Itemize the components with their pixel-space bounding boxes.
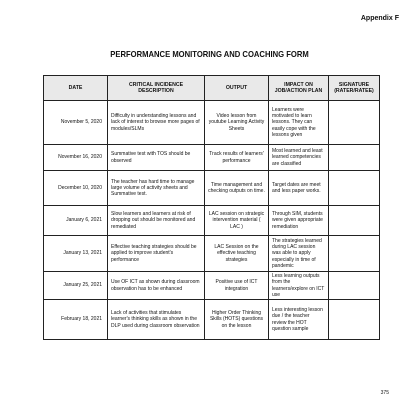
impact-cell: The strategies learned during LAC session was able to apply especially in time of pandemic <box>269 236 329 272</box>
date-cell: December 10, 2020 <box>44 171 108 206</box>
output-cell: Higher Order Thinking Skills (HOTS) questions on the lesson <box>205 300 269 340</box>
signature-cell <box>329 300 380 340</box>
critical-incidence-cell: Lack of activities that stimulates learner's thinking skills as shown in the DLP used during classroom observation <box>108 300 205 340</box>
signature-cell <box>329 101 380 145</box>
header-output: OUTPUT <box>205 76 269 101</box>
date-cell: November 5, 2020 <box>44 101 108 145</box>
output-cell: Positive use of ICT integration <box>205 272 269 300</box>
output-cell: LAC Session on the effective teaching strategies <box>205 236 269 272</box>
impact-cell: Most learned and least learned competencies are classified <box>269 145 329 171</box>
table-row <box>44 206 380 236</box>
header-signature: SIGNATURE (RATER/RATEE) <box>329 76 380 101</box>
signature-cell <box>329 236 380 272</box>
header-impact: IMPACT ON JOB/ACTION PLAN <box>269 76 329 101</box>
impact-cell: Target dates are meet and less paper works. <box>269 171 329 206</box>
form-title: PERFORMANCE MONITORING AND COACHING FORM <box>110 49 309 59</box>
table-row <box>44 145 380 171</box>
signature-cell <box>329 206 380 236</box>
table-row <box>44 236 380 272</box>
critical-incidence-cell: The teacher has hard time to manage large volume of activity sheets and Summative test. <box>108 171 205 206</box>
critical-incidence-cell: Slow learners and learners at risk of dropping out should be monitored and remediated <box>108 206 205 236</box>
performance-monitoring-table <box>43 75 380 340</box>
impact-cell: Less learning outputs from the learners/explore on ICT use <box>269 272 329 300</box>
table-row <box>44 101 380 145</box>
impact-cell: Learners were motivated to learn lessons. They can easily cope with the lessons given <box>269 101 329 145</box>
critical-incidence-cell: Difficulty in understanding lessons and lack of interest to browse more pages of modules/SLMs <box>108 101 205 145</box>
output-cell: LAC session on strategic intervention material ( LAC ) <box>205 206 269 236</box>
impact-cell: Through SIM, students were given appropriate remediation <box>269 206 329 236</box>
signature-cell <box>329 171 380 206</box>
impact-cell: Less interesting lesson due / the teacher review the HOT question sample <box>269 300 329 340</box>
date-cell: February 18, 2021 <box>44 300 108 340</box>
header-date: DATE <box>44 76 108 101</box>
critical-incidence-cell: Effective teaching strategies should be applied to improve student's performance <box>108 236 205 272</box>
date-cell: January 25, 2021 <box>44 272 108 300</box>
critical-incidence-cell: Use OF ICT as shown during classroom observation has to be enhanced <box>108 272 205 300</box>
table-row <box>44 300 380 340</box>
output-cell: Track results of learners' performance <box>205 145 269 171</box>
date-cell: November 16, 2020 <box>44 145 108 171</box>
table-row <box>44 171 380 206</box>
critical-incidence-cell: Summative test with TOS should be observed <box>108 145 205 171</box>
header-critical-incidence: CRITICAL INCIDENCE DESCRIPTION <box>108 76 205 101</box>
output-cell: Time management and checking outputs on time. <box>205 171 269 206</box>
date-cell: January 6, 2021 <box>44 206 108 236</box>
signature-cell <box>329 145 380 171</box>
output-cell: Video lesson from youtube Learning Activity Sheets <box>205 101 269 145</box>
page-number: 375 <box>380 390 389 396</box>
table-header-row <box>44 76 380 101</box>
date-cell: January 13, 2021 <box>44 236 108 272</box>
table-row <box>44 272 380 300</box>
signature-cell <box>329 272 380 300</box>
appendix-label: Appendix F <box>360 15 399 22</box>
